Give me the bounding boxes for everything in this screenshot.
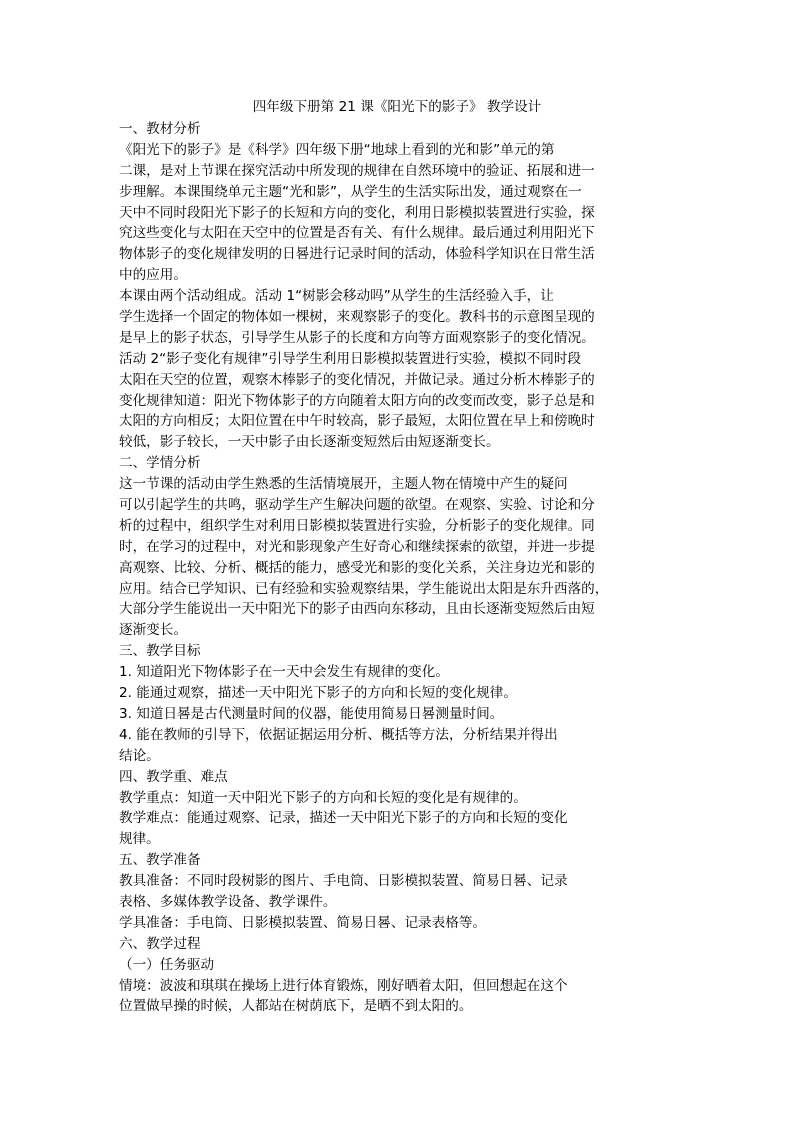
text-line: 应用。结合已学知识、已有经验和实验观察结果，学生能说出太阳是东升西落的， bbox=[119, 580, 609, 597]
text-line: 2. 能通过观察，描述一天中阳光下影子的方向和长短的变化规律。 bbox=[119, 685, 517, 702]
text-line: （一）任务驱动 bbox=[119, 956, 215, 973]
text-line: 变化规律知道：阳光下物体影子的方向随着太阳方向的改变而改变，影子总是和 bbox=[119, 392, 595, 409]
text-line: 太阳的方向相反；太阳位置在中午时较高，影子最短，太阳位置在早上和傍晚时 bbox=[119, 413, 595, 430]
text-line: 五、教学准备 bbox=[119, 852, 201, 869]
text-line: 逐渐变长。 bbox=[119, 622, 187, 639]
text-line: 3. 知道日晷是古代测量时间的仪器，能使用简易日晷测量时间。 bbox=[119, 705, 504, 722]
text-line: 一、教材分析 bbox=[119, 121, 201, 137]
text-line: 天中不同时段阳光下影子的长短和方向的变化，利用日影模拟装置进行实验，探 bbox=[119, 204, 595, 221]
text-line: 时，在学习的过程中，对光和影现象产生好奇心和继续探索的欲望，并进一步提 bbox=[119, 538, 595, 555]
text-line: 六、教学过程 bbox=[119, 935, 201, 952]
text-line: 物体影子的变化规律发明的日晷进行记录时间的活动，体验科学知识在日常生活 bbox=[119, 246, 595, 263]
text-line: 三、教学目标 bbox=[119, 643, 201, 660]
text-line: 高观察、比较、分析、概括的能力，感受光和影的变化关系，关注身边光和影的 bbox=[119, 559, 595, 576]
text-line: 活动 2“影子变化有规律”引导学生利用日影模拟装置进行实验，模拟不同时段 bbox=[119, 350, 582, 367]
text-line: 规律。 bbox=[119, 831, 160, 848]
text-line: 学具准备：手电筒、日影模拟装置、简易日晷、记录表格等。 bbox=[119, 914, 487, 931]
text-line: 学生选择一个固定的物体如一棵树，来观察影子的变化。教科书的示意图呈现的 bbox=[119, 309, 595, 326]
text-line: 4. 能在教师的引导下，依据证据运用分析、概括等方法，分析结果并得出 bbox=[119, 726, 558, 743]
text-line: 究这些变化与太阳在天空中的位置是否有关、有什么规律。最后通过利用阳光下 bbox=[119, 225, 595, 242]
text-line: 1. 知道阳光下物体影子在一天中会发生有规律的变化。 bbox=[119, 664, 449, 681]
text-line: 太阳在天空的位置，观察木棒影子的变化情况，并做记录。通过分析木棒影子的 bbox=[119, 371, 595, 388]
text-line: 结论。 bbox=[119, 747, 160, 764]
text-line: 位置做早操的时候，人都站在树荫底下，是晒不到太阳的。 bbox=[119, 998, 473, 1015]
text-line: 步理解。本课围绕单元主题“光和影”，从学生的生活实际出发，通过观察在一 bbox=[119, 183, 582, 200]
text-line: 中的应用。 bbox=[119, 267, 187, 284]
text-line: 二、学情分析 bbox=[119, 455, 201, 472]
text-line: 情境：波波和琪琪在操场上进行体育锻炼，刚好晒着太阳，但回想起在这个 bbox=[119, 977, 568, 994]
text-line: 是早上的影子状态，引导学生从影子的长度和方向等方面观察影子的变化情况。 bbox=[119, 329, 595, 346]
text-line: 二课，是对上节课在探究活动中所发现的规律在自然环境中的验证、拓展和进一 bbox=[119, 162, 595, 179]
text-line: 《阳光下的影子》是《科学》四年级下册“地球上看到的光和影”单元的第 bbox=[119, 141, 555, 158]
text-line: 表格、多媒体教学设备、教学课件。 bbox=[119, 893, 337, 910]
text-line: 析的过程中，组织学生对利用日影模拟装置进行实验，分析影子的变化规律。同 bbox=[119, 517, 595, 534]
text-line: 教学难点：能通过观察、记录，描述一天中阳光下影子的方向和长短的变化 bbox=[119, 810, 568, 827]
text-line: 教学重点：知道一天中阳光下影子的方向和长短的变化是有规律的。 bbox=[119, 789, 527, 806]
document-title: 四年级下册第 21 课《阳光下的影子》 教学设计 bbox=[252, 99, 542, 115]
document-body bbox=[119, 119, 639, 1017]
text-line: 四、教学重、难点 bbox=[119, 768, 228, 785]
text-line: 教具准备：不同时段树影的图片、手电筒、日影模拟装置、简易日晷、记录 bbox=[119, 873, 568, 890]
text-line: 可以引起学生的共鸣，驱动学生产生解决问题的欲望。在观察、实验、讨论和分 bbox=[119, 497, 595, 514]
text-line: 这一节课的活动由学生熟悉的生活情境展开，主题人物在情境中产生的疑问 bbox=[119, 476, 568, 493]
text-line: 本课由两个活动组成。活动 1“树影会移动吗”从学生的生活经验入手，让 bbox=[119, 288, 554, 305]
text-line: 大部分学生能说出一天中阳光下的影子由西向东移动，且由长逐渐变短然后由短 bbox=[119, 601, 595, 618]
text-line: 较低，影子较长，一天中影子由长逐渐变短然后由短逐渐变长。 bbox=[119, 434, 500, 451]
